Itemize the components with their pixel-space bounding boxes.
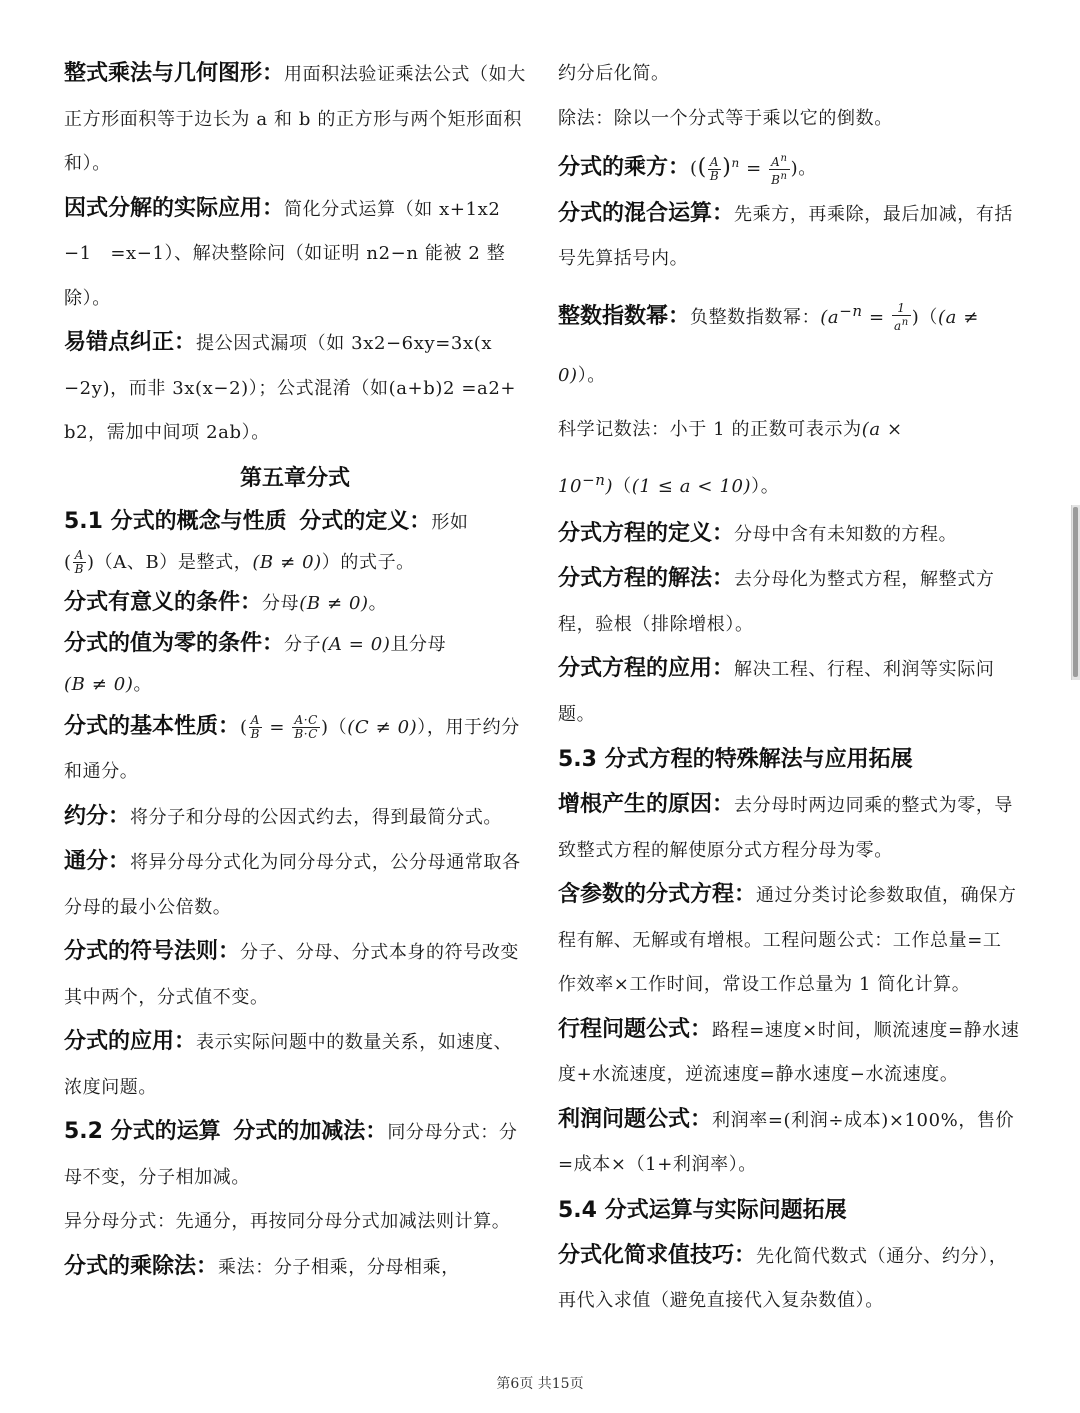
section-heading-5-4: 5.4 分式运算与实际问题拓展 (558, 1197, 847, 1223)
term-heading: 分式的乘除法： (64, 1253, 219, 1279)
term-text: 通过分类讨论参数取值，确保方程有解、无解或有增根。工程问题公式：工作总量=工作效率×工作时间，常设工作总量为 1 简化计算。 (558, 885, 1017, 995)
paragraph-integer-exponent (558, 282, 1020, 405)
term-text: 分子、分母、分式本身的符号改变其中两个，分式值不变。 (64, 942, 520, 1008)
term-text: 。 (368, 592, 388, 614)
term-text: 科学记数法：小于 1 的正数可表示为 (558, 418, 862, 440)
paragraph-basic-property (64, 705, 526, 795)
paragraph-multiply-divide (64, 1245, 526, 1291)
formula-scientific-notation: (a × $10^{-n})((1 \le a < 10))$ (558, 418, 903, 497)
term-text: 。 (760, 475, 780, 497)
section-heading-5-3: 5.3 分式方程的特殊解法与应用拓展 (558, 747, 913, 772)
left-column (64, 52, 526, 1290)
paragraph-equation-definition (558, 512, 1020, 558)
term-text: 利润率=(利润÷成本)×100%，售价=成本×（1+利润率）。 (558, 1109, 1015, 1175)
term-text: 。 (798, 158, 817, 179)
term-heading: 通分： (64, 849, 131, 874)
paragraph-power (558, 141, 1020, 192)
term-text: 且分母 (390, 633, 447, 655)
term-heading: 含参数的分式方程： (558, 882, 757, 907)
formula-a-over-b: ( $\frac{A}{B}$ ) (64, 548, 95, 576)
paragraph-common-denominator (64, 840, 526, 930)
term-heading: 分式方程的解法： (558, 566, 735, 591)
term-heading: 分式的乘方： (558, 155, 691, 180)
term-text: 提公因式漏项（如 3x2−6xy=3x(x −2y)，而非 3x(x−2)）；公式混淆（如(a+b)2 =a2+b2，需加中间项 2ab）。 (64, 333, 517, 443)
term-heading: 分式的符号法则： (64, 939, 241, 964)
paragraph-division (558, 97, 1020, 142)
paragraph-add-subtract (64, 1110, 526, 1200)
term-heading: 分式的基本性质： (64, 713, 241, 739)
paragraph-extraneous-root (558, 783, 1020, 873)
term-text: 的式子。 (340, 551, 415, 573)
term-heading: 分式的混合运算： (558, 200, 735, 226)
page-number-footer: 第6页 共15页 (496, 1376, 584, 1392)
term-text: 除法：除以一个分式等于乘以它的倒数。 (558, 107, 893, 129)
term-text: 乘法：分子相乘，分母相乘， (218, 1256, 460, 1278)
term-heading: 分式有意义的条件： (64, 589, 263, 615)
term-text: 分母中含有未知数的方程。 (734, 523, 958, 545)
term-text: 先乘方，再乘除，最后加减，有括号先算括号内。 (558, 203, 1014, 269)
paragraph-multiplication-geometry (64, 52, 526, 187)
paragraph-factorization-application (64, 187, 526, 322)
term-heading: 易错点纠正： (64, 330, 197, 355)
term-heading: 分式的应用： (64, 1029, 197, 1054)
formula-basic-property: ( $\frac{A}{B}$ = $\frac{A\cdot C}{B\cdot C}$ )（(C ≠ 0)） (240, 713, 427, 741)
term-text: 路程=速度×时间，顺流速度=静水速度+水流速度，逆流速度=静水速度−水流速度。 (558, 1019, 1020, 1085)
term-text: 形如 (431, 511, 469, 533)
term-text: 。 (133, 673, 153, 695)
formula-b-nonzero: (B ≠ 0) (299, 592, 369, 614)
paragraph-simplify-evaluate (558, 1234, 1020, 1324)
term-heading: 利润问题公式： (558, 1106, 713, 1132)
term-heading: 行程问题公式： (558, 1016, 713, 1042)
term-heading: 分式的加减法： (233, 1119, 388, 1144)
paragraph-equation-application (558, 647, 1020, 737)
term-heading: 因式分解的实际应用： (64, 195, 285, 221)
term-heading: 分式化简求值技巧： (558, 1242, 757, 1268)
paragraph-profit-formula (558, 1098, 1020, 1188)
term-text: 用面积法验证乘法公式（如大正方形面积等于边长为 a 和 b 的正方形与两个矩形面积和）。 (64, 64, 526, 174)
paragraph-scientific-notation (558, 405, 1020, 512)
paragraph-fraction-definition: 5.1 分式的概念与性质 分式的定义：形如 ( $\frac{A}{B}$ )（A、B）是整式，(B ≠ 0)）的式子。 (64, 508, 469, 576)
paragraph-parametric-equation (558, 873, 1020, 1008)
term-heading: 整数指数幂： (558, 303, 691, 329)
paragraph-equation-solution (558, 557, 1020, 647)
term-text: 先化简代数式（通分、约分），再代入求值（避免直接代入复杂数值）。 (558, 1245, 1008, 1311)
formula-b-nonzero: (B ≠ 0) (64, 673, 134, 695)
term-text: 分子 (284, 633, 322, 655)
paragraph-error-correction (64, 321, 526, 456)
term-heading: 约分： (64, 803, 131, 829)
formula-power: (( $\frac{A}{B}$ )$^n$ = $\frac{A^n}{B^n}$ ) (690, 152, 799, 187)
formula-negative-exponent: ($a^{-n}$ = $\frac{1}{a^n}$ )（(a ≠ 0)） (558, 301, 979, 386)
term-text: 。 (587, 364, 606, 386)
term-text: 异分母分式：先通分，再按同分母分式加减法则计算。 (64, 1211, 511, 1232)
term-heading: 分式方程的定义： (558, 520, 735, 546)
paragraph-different-denominators (64, 1200, 526, 1245)
formula-a-zero: (A = 0) (321, 633, 391, 655)
term-text: （A、B）是整式， (94, 551, 253, 573)
paragraph-zero-condition (64, 624, 526, 705)
chapter-title: 第五章分式 (239, 465, 350, 491)
term-heading: 分式的定义： (299, 508, 432, 534)
term-text: 解决工程、行程、利润等实际问题。 (558, 659, 995, 725)
term-heading: 整式乘法与几何图形： (64, 61, 285, 86)
paragraph-mixed-operations (558, 192, 1020, 282)
term-text: 将分子和分母的公因式约去，得到最简分式。 (130, 806, 503, 828)
term-text: 分母 (262, 592, 300, 614)
scrollbar-track[interactable] (1071, 505, 1080, 680)
term-text: 同分母分式：分母不变，分子相加减。 (64, 1122, 518, 1188)
paragraph-travel-formula (558, 1008, 1020, 1098)
term-text: 去分母化为整式方程，解整式方程，验根（排除增根）。 (558, 569, 995, 635)
term-text: 将异分母分式化为同分母分式，公分母通常取各分母的最小公倍数。 (64, 852, 521, 918)
paragraph-sign-rule (64, 930, 526, 1020)
paragraph-fraction-application (64, 1020, 526, 1110)
section-heading-5-2: 5.2 分式的运算 (64, 1119, 221, 1144)
scrollbar-thumb[interactable] (1073, 507, 1078, 677)
term-text: ，用于约分和通分。 (64, 716, 520, 782)
term-heading: 分式的值为零的条件： (64, 630, 285, 656)
paragraph-continuation (558, 52, 1020, 97)
term-text: 表示实际问题中的数量关系，如速度、浓度问题。 (64, 1032, 513, 1098)
term-heading: 增根产生的原因： (558, 792, 735, 817)
term-text: 简化分式运算（如 x+1x2−1 =x−1）、解决整除问（如证明 n2−n 能被 2 整除）。 (64, 198, 506, 309)
term-text: 去分母时两边同乘的整式为零，导致整式方程的解使原分式方程分母为零。 (558, 795, 1014, 861)
term-text: 约分后化简。 (558, 63, 670, 84)
paragraph-meaning-condition (64, 583, 526, 624)
paragraph-reduction (64, 795, 526, 841)
term-heading: 分式方程的应用： (558, 656, 735, 681)
term-text: 负整数指数幂： (690, 306, 821, 328)
right-column (558, 52, 1020, 1324)
formula-b-nonzero: (B ≠ 0) (252, 551, 322, 573)
section-heading-5-1: 5.1 分式的概念与性质 (64, 508, 287, 534)
